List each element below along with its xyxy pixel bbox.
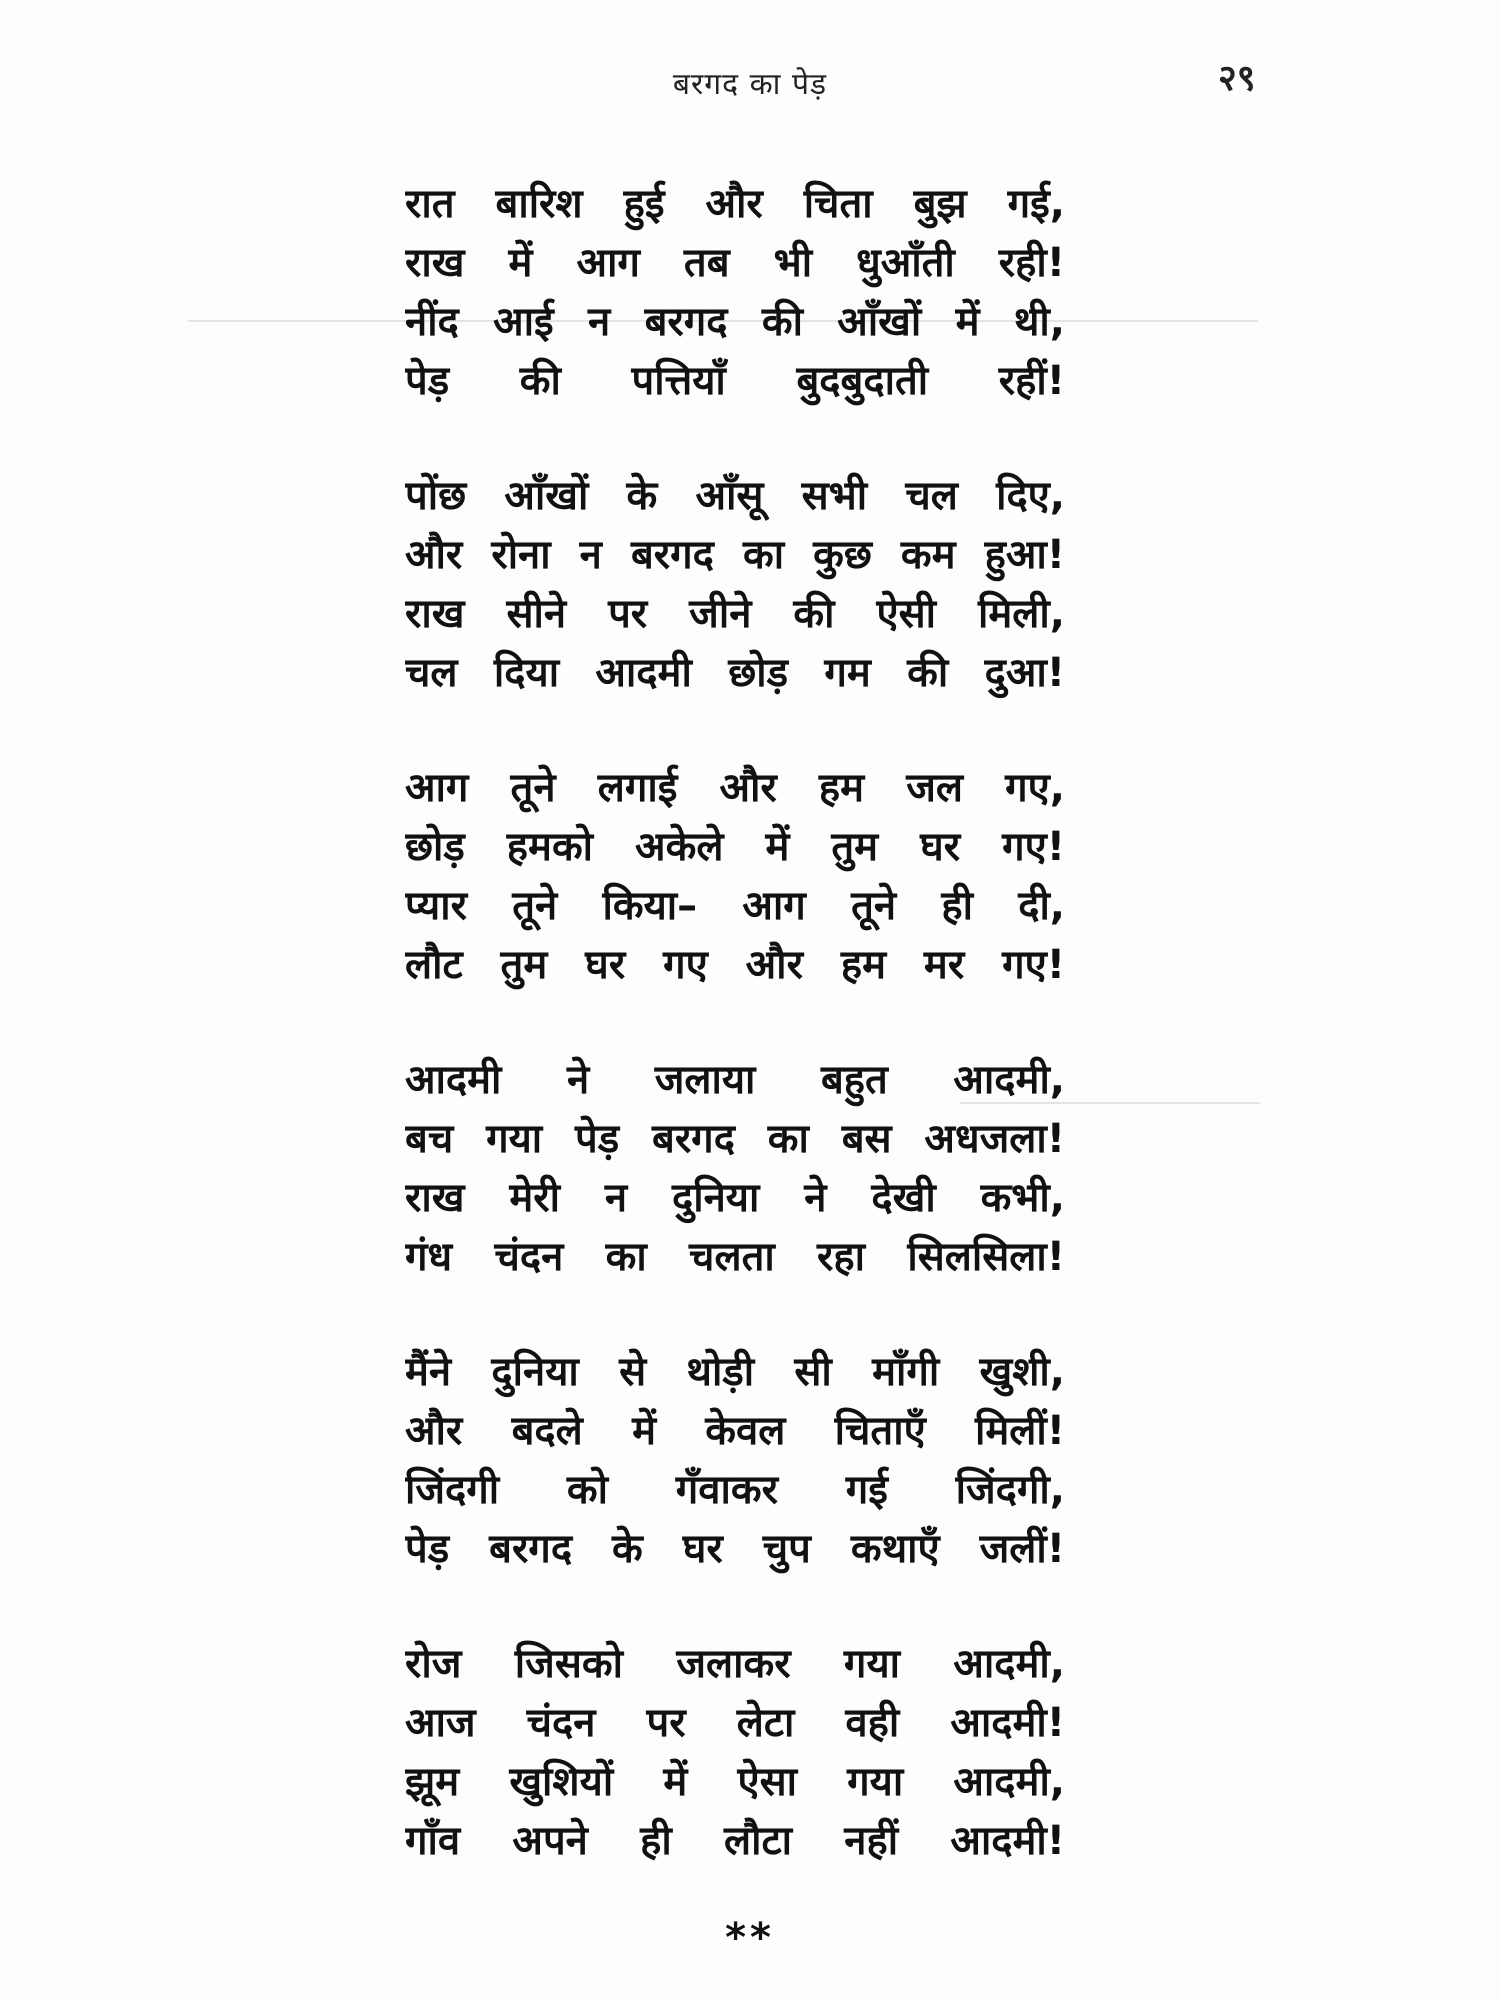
poem-line: मैंने दुनिया से थोड़ी सी माँगी खुशी, [405,1349,1065,1395]
poem-line: आज चंदन पर लेटा वही आदमी! [405,1700,1065,1746]
poem-line: पोंछ आँखों के आँसू सभी चल दिए, [405,473,1065,519]
poem-line: पेड़ की पत्तियाँ बुदबुदाती रहीं! [405,358,1065,404]
poem-line: राख सीने पर जीने की ऐसी मिली, [405,591,1065,637]
poem-line: और रोना न बरगद का कुछ कम हुआ! [405,532,1065,578]
poem-line: रोज जिसको जलाकर गया आदमी, [405,1641,1065,1687]
poem-line: झूम खुशियों में ऐसा गया आदमी, [405,1759,1065,1805]
poem-line: आदमी ने जलाया बहुत आदमी, [405,1057,1065,1103]
poem-line: गंध चंदन का चलता रहा सिलसिला! [405,1234,1065,1280]
poem-line: छोड़ हमको अकेले में तुम घर गए! [405,824,1065,870]
poem-line: लौट तुम घर गए और हम मर गए! [405,942,1065,988]
stanza [405,1343,1065,1579]
stanza [405,759,1065,995]
stanza [405,175,1065,411]
poem-line: गाँव अपने ही लौटा नहीं आदमी! [405,1818,1065,1864]
poem-line: चल दिया आदमी छोड़ गम की दुआ! [405,650,1065,696]
end-mark: ** [725,1915,775,1961]
poem-line: जिंदगी को गँवाकर गई जिंदगी, [405,1467,1065,1513]
poem-line: राख मेरी न दुनिया ने देखी कभी, [405,1175,1065,1221]
stanza [405,1635,1065,1871]
poem-line: प्यार तूने किया– आग तूने ही दी, [405,883,1065,929]
poem-line: रात बारिश हुई और चिता बुझ गई, [405,181,1065,227]
poem-line: नींद आई न बरगद की आँखों में थी, [405,299,1065,345]
poem-line: और बदले में केवल चिताएँ मिलीं! [405,1408,1065,1454]
running-title: बरगद का पेड़ [672,67,828,102]
poem-line: राख में आग तब भी धुआँती रही! [405,240,1065,286]
poem-line: बच गया पेड़ बरगद का बस अधजला! [405,1116,1065,1162]
stanza [405,467,1065,703]
stanza [405,1051,1065,1287]
poem-line: आग तूने लगाई और हम जल गए, [405,765,1065,811]
poem-line: पेड़ बरगद के घर चुप कथाएँ जलीं! [405,1526,1065,1572]
page-number: २९ [1218,58,1256,99]
poem [405,175,1065,1927]
